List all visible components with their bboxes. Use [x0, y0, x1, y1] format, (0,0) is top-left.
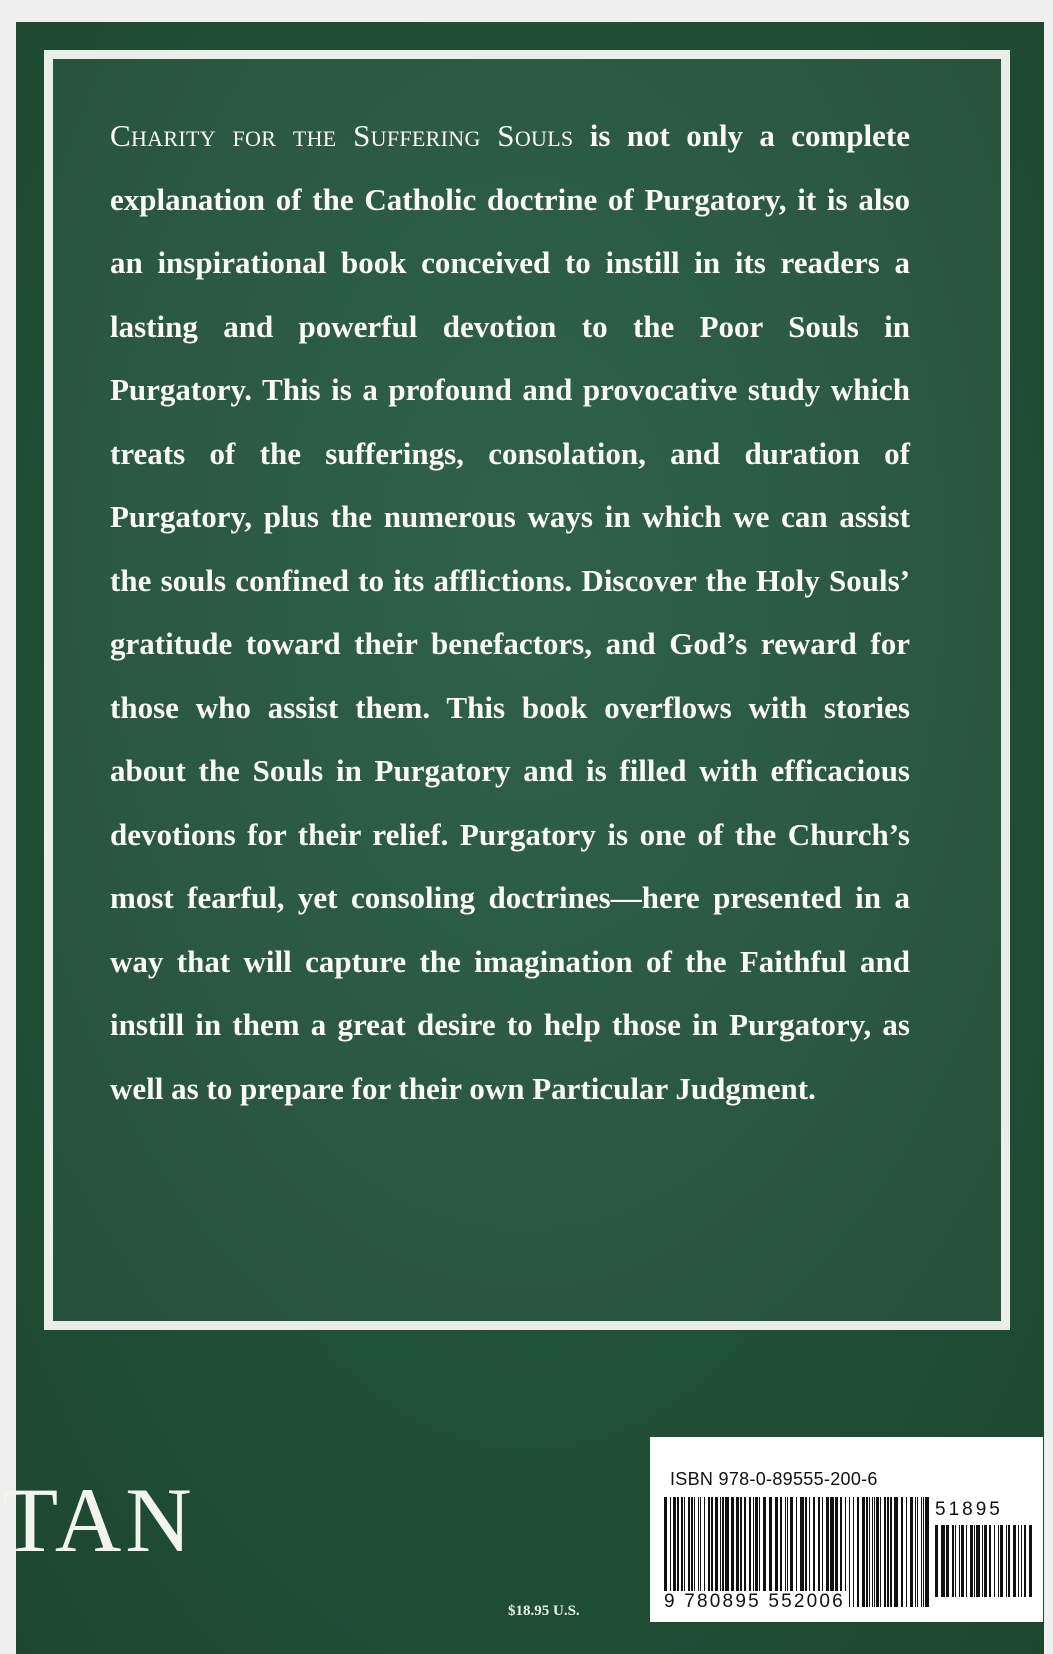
- barcode-bar: [915, 1497, 916, 1607]
- barcode-bar: [984, 1525, 987, 1597]
- barcode-bar: [862, 1497, 865, 1607]
- barcode-bar: [976, 1525, 980, 1597]
- price-label: $18.95 U.S.: [508, 1603, 580, 1619]
- barcode-bar: [921, 1497, 922, 1607]
- barcode-bar: [890, 1497, 892, 1607]
- barcode-bar: [974, 1525, 975, 1597]
- book-title: Charity for the Suffering Souls: [110, 118, 574, 153]
- barcode-bar: [1013, 1525, 1016, 1597]
- barcode-bar: [961, 1525, 964, 1597]
- barcode-bar: [1029, 1525, 1032, 1597]
- publisher-logo: TAN: [2, 1469, 196, 1571]
- description-text: is not only a complete explanation of the Catholic doctrine of Purgatory, it is also an inspirational book conceived to instill in its readers a lasting and powerful devotion to the Poor Souls in Purgatory. This is a profound and provocative study which treats of the sufferings, consolation, and duration of Purgatory, plus the numerous ways in which we can assist the souls confined to its afflictions. Discover the Holy Souls’ gratitude toward their benefactors, and God’s reward for those who assist them. This book overflows with stories about the Souls in Purgatory and is filled with efficacious devotions for their relief. Purgatory is one of the Church’s most fearful, yet consoling doctrines—here presented in a way that will capture the imagination of the Faithful and instill in them a great desire to help those in Purgatory, as well as to prepare for their own Particular Judgment.: [110, 118, 910, 1106]
- barcode-bar: [952, 1525, 954, 1597]
- barcode-bar: [941, 1525, 945, 1597]
- barcode-bar: [906, 1497, 907, 1607]
- barcode-bar: [1021, 1525, 1022, 1597]
- barcode-bar: [955, 1525, 956, 1597]
- barcode-label: [650, 1437, 1043, 1622]
- barcode-bar: [1006, 1525, 1007, 1597]
- barcode-bar: [876, 1497, 879, 1607]
- barcode-bar: [853, 1497, 854, 1607]
- barcode-bar: [880, 1497, 881, 1607]
- barcode-bar: [1024, 1525, 1026, 1597]
- barcode-bar: [998, 1525, 999, 1597]
- barcode-bar: [1008, 1525, 1010, 1597]
- barcode-bar: [857, 1497, 859, 1607]
- barcode-bar: [887, 1497, 889, 1607]
- barcode-bar: [994, 1525, 995, 1597]
- barcode-bar: [917, 1497, 918, 1607]
- barcode-bar: [894, 1497, 898, 1607]
- barcode-bar: [869, 1497, 870, 1607]
- price-code-text: 51895: [935, 1499, 1003, 1520]
- barcode-bar: [872, 1497, 873, 1607]
- barcode-digits: 9 780895 552006: [664, 1591, 845, 1612]
- book-description: [110, 104, 910, 1120]
- barcode-bar: [989, 1525, 991, 1597]
- barcode-bar: [923, 1497, 924, 1607]
- barcode-bar: [970, 1525, 973, 1597]
- barcode-bar: [884, 1497, 886, 1607]
- barcode-bar: [901, 1497, 903, 1607]
- barcode-bar: [866, 1497, 868, 1607]
- barcode-bar: [849, 1497, 850, 1607]
- isbn-text: ISBN 978-0-89555-200-6: [670, 1469, 878, 1489]
- barcode-bar: [946, 1525, 949, 1597]
- barcode-bar: [925, 1497, 929, 1607]
- barcode-bar: [1018, 1525, 1019, 1597]
- barcode-addon: [935, 1525, 1033, 1597]
- barcode-bar: [874, 1497, 875, 1607]
- barcode-bar: [910, 1497, 913, 1607]
- barcode-bar: [959, 1525, 960, 1597]
- barcode-bar: [935, 1525, 938, 1597]
- barcode-bar: [1000, 1525, 1003, 1597]
- barcode-bar: [982, 1525, 983, 1597]
- barcode-bar: [966, 1525, 967, 1597]
